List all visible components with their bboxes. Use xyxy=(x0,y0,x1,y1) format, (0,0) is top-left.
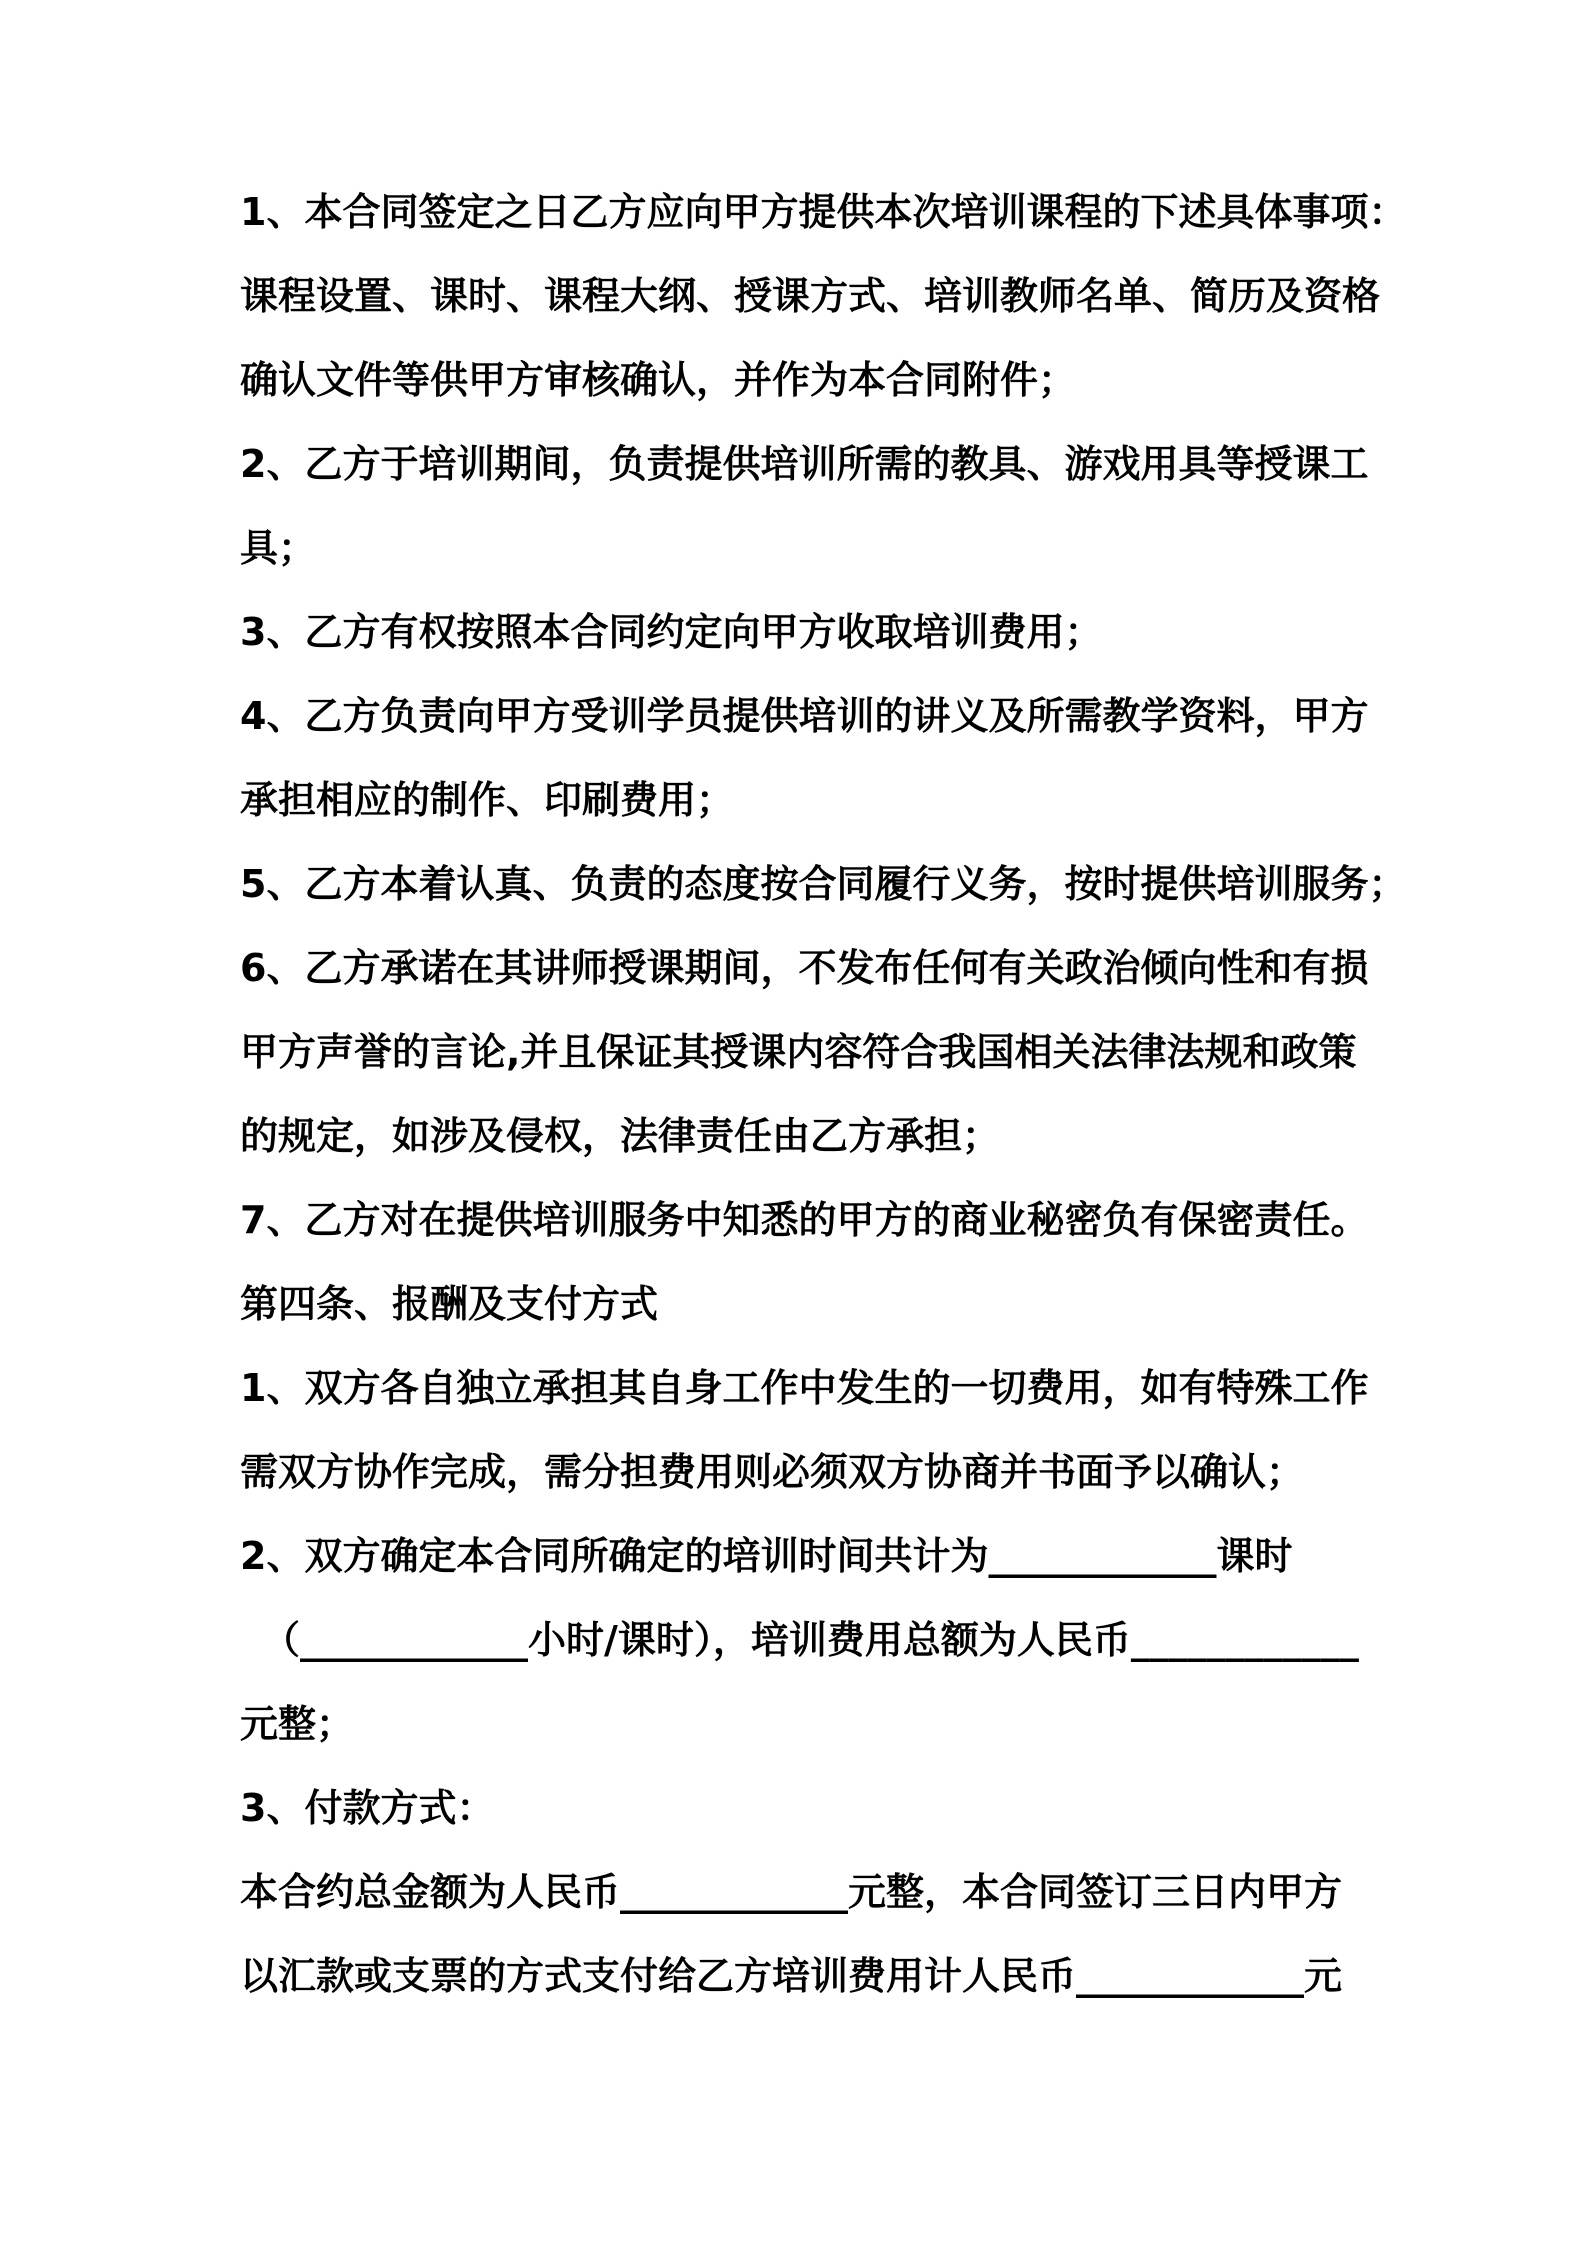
document-line: 本合约总金额为人民币____________元整，本合同签订三日内甲方 xyxy=(240,1870,1343,1914)
document-line: 具； xyxy=(240,526,317,570)
document-line: 1、双方各自独立承担其自身工作中发生的一切费用，如有特殊工作 xyxy=(240,1366,1369,1410)
document-line: 7、乙方对在提供培训服务中知悉的甲方的商业秘密负有保密责任。 xyxy=(240,1198,1369,1242)
document-section-heading: 第四条、报酬及支付方式 xyxy=(240,1282,659,1326)
document-line: 课程设置、课时、课程大纲、授课方式、培训教师名单、简历及资格 xyxy=(240,274,1381,318)
document-line: 5、乙方本着认真、负责的态度按合同履行义务，按时提供培训服务； xyxy=(240,862,1407,906)
document-line: 4、乙方负责向甲方受训学员提供培训的讲义及所需教学资料，甲方 xyxy=(240,694,1369,738)
document-line: 甲方声誉的言论,并且保证其授课内容符合我国相关法律法规和政策 xyxy=(240,1030,1357,1074)
document-line: （____________小时/课时），培训费用总额为人民币____________ xyxy=(262,1618,1359,1662)
document-line: 6、乙方承诺在其讲师授课期间，不发布任何有关政治倾向性和有损 xyxy=(240,946,1369,990)
document-line: 确认文件等供甲方审核确认，并作为本合同附件； xyxy=(240,358,1077,402)
document-line: 3、付款方式： xyxy=(240,1786,495,1830)
document-line: 2、乙方于培训期间，负责提供培训所需的教具、游戏用具等授课工 xyxy=(240,442,1369,486)
document-line: 需双方协作完成，需分担费用则必须双方协商并书面予以确认； xyxy=(240,1450,1305,1494)
document-line: 的规定，如涉及侵权，法律责任由乙方承担； xyxy=(240,1114,1001,1158)
document-line: 以汇款或支票的方式支付给乙方培训费用计人民币____________元 xyxy=(240,1954,1343,1998)
document-line: 2、双方确定本合同所确定的培训时间共计为____________课时 xyxy=(240,1534,1293,1578)
document-line: 元整； xyxy=(240,1702,355,1746)
document-line: 承担相应的制作、印刷费用； xyxy=(240,778,735,822)
document-line: 3、乙方有权按照本合同约定向甲方收取培训费用； xyxy=(240,610,1103,654)
document-line: 1、本合同签定之日乙方应向甲方提供本次培训课程的下述具体事项： xyxy=(240,190,1407,234)
